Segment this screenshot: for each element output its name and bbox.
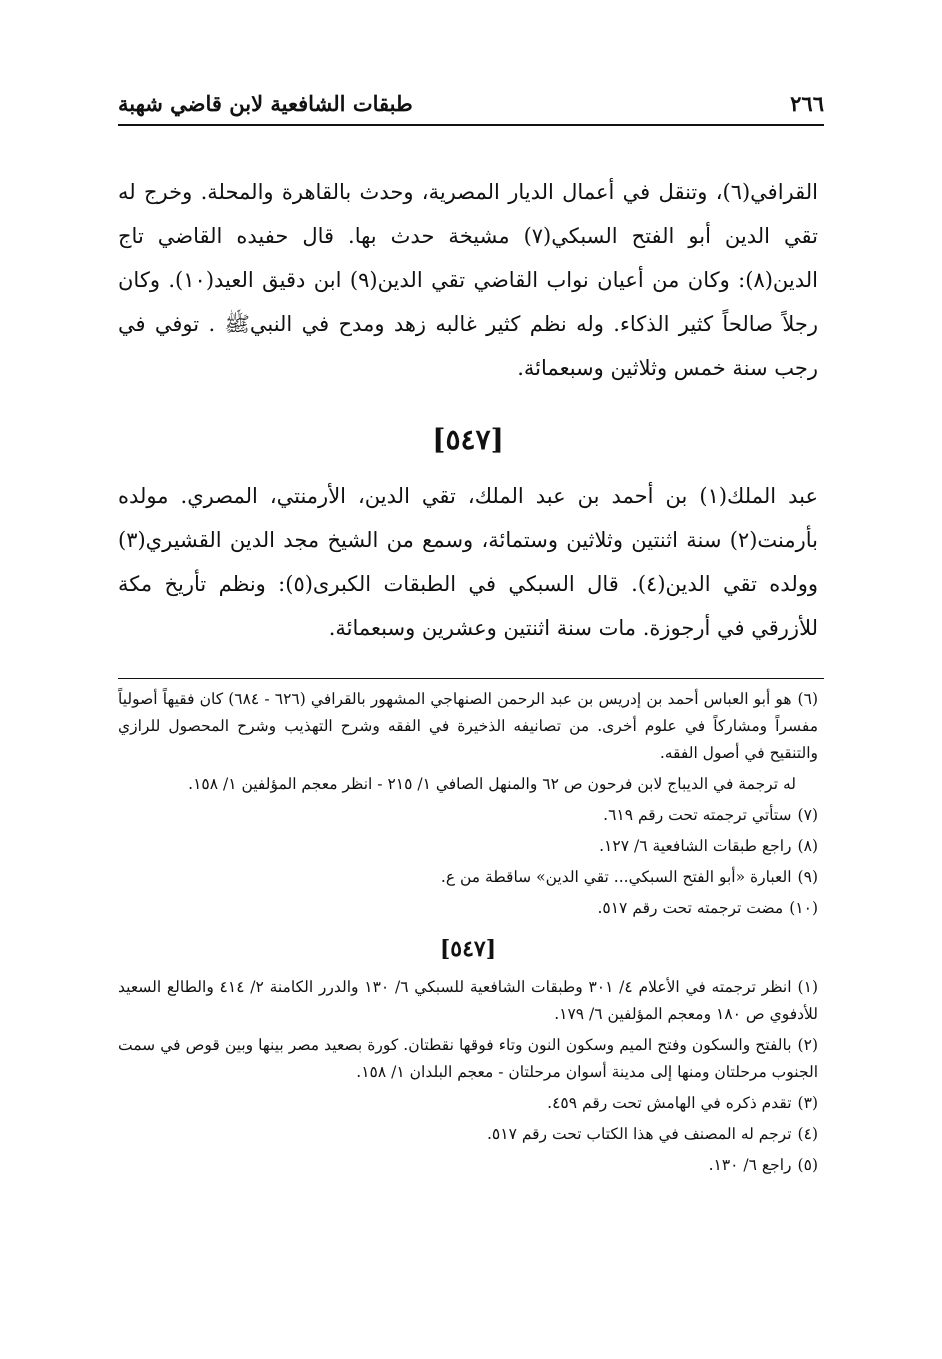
footnote	[118, 974, 818, 1028]
footnote-text: ترجم له المصنف في هذا الكتاب تحت رقم ٥١٧.	[486, 1125, 792, 1143]
continuation-paragraph: القرافي(٦)، وتنقل في أعمال الديار المصرية، وحدث بالقاهرة والمحلة. وخرج له تقي الدين أبو الفتح السبكي(٧) مشيخة حدث بها. قال حفيده القاضي تاج الدين(٨): وكان من أعيان نواب القاضي تقي الدين(٩) ابن دقيق العيد(١٠). وكان رجلاً صالحاً كثير الذكاء. وله نظم كثير غالبه زهد ومدح في النبيﷺ . توفي في رجب سنة خمس وثلاثين وسبعمائة.	[118, 180, 818, 380]
footnote-text: تقدم ذكره في الهامش تحت رقم ٤٥٩.	[547, 1094, 792, 1112]
footnote	[118, 864, 818, 891]
footnote-number: (٨)	[797, 837, 818, 855]
footnotes-entry-heading: [٥٤٧]	[439, 936, 497, 962]
footnote	[118, 802, 818, 829]
header-rule	[118, 124, 824, 126]
footnote	[118, 1152, 818, 1179]
footnote	[118, 895, 818, 922]
footnotes-group-2	[118, 974, 818, 1179]
footnote-text: انظر ترجمته في الأعلام ٤/ ٣٠١ وطبقات الشافعية للسبكي ٦/ ١٣٠ والدرر الكامنة ٢/ ٤١٤ والطالع السعيد للأدفوي ص ١٨٠ ومعجم المؤلفين ٦/ ١٧٩.	[118, 978, 818, 1023]
footnote-text: راجع طبقات الشافعية ٦/ ١٢٧.	[599, 837, 792, 855]
footnote	[118, 1090, 818, 1117]
footnotes-group-1	[118, 686, 818, 922]
footnote-number: (١٠)	[789, 899, 818, 917]
footnote-number: (٩)	[797, 868, 818, 886]
footnote	[118, 833, 818, 860]
footnote-text: له ترجمة في الديباج لابن فرحون ص ٦٢ والمنهل الصافي ١/ ٢١٥ - انظر معجم المؤلفين ١/ ١٥٨.	[188, 775, 796, 793]
footnotes	[118, 686, 818, 1183]
running-header	[118, 86, 824, 120]
footnote	[118, 1032, 818, 1086]
entry-heading: [٥٤٧]	[432, 423, 504, 456]
footnote-text: العبارة «أبو الفتح السبكي... تقي الدين» ساقطة من ع.	[440, 868, 792, 886]
footnote	[118, 1121, 818, 1148]
page-number: ٢٦٦	[790, 90, 824, 116]
footnote-number: (٦)	[797, 690, 818, 708]
entry-paragraph: عبد الملك(١) بن أحمد بن عبد الملك، تقي الدين، الأرمنتي، المصري. مولده بأرمنت(٢) سنة اثنتين وثلاثين وستمائة، وسمع من الشيخ مجد الدين القشيري(٣) وولده تقي الدين(٤). قال السبكي في الطبقات الكبرى(٥): ونظم تأريخ مكة للأزرقي في أرجوزة. مات سنة اثنتين وعشرين وسبعمائة.	[118, 484, 819, 640]
footnote-text: مضت ترجمته تحت رقم ٥١٧.	[597, 899, 784, 917]
footnote-number: (٣)	[797, 1094, 818, 1112]
footnote-number: (٤)	[797, 1125, 818, 1143]
footnote-rule	[118, 678, 824, 679]
footnote-continuation	[118, 771, 818, 798]
footnote-text: بالفتح والسكون وفتح الميم وسكون النون وتاء فوقها نقطتان. كورة بصعيد مصر بينها وبين قوص في سمت الجنوب مرحلتان ومنها إلى مدينة أسوان مرحلتان - معجم البلدان ١/ ١٥٨.	[118, 1036, 818, 1081]
footnote-text: راجع ٦/ ١٣٠.	[708, 1156, 792, 1174]
footnote-number: (٢)	[797, 1036, 818, 1054]
footnote-number: (٥)	[797, 1156, 818, 1174]
book-title: طبقات الشافعية لابن قاضي شهبة	[118, 90, 413, 116]
footnote-number: (١)	[797, 978, 818, 996]
footnote	[118, 686, 818, 767]
footnote-text: هو أبو العباس أحمد بن إدريس بن عبد الرحمن الصنهاجي المشهور بالقرافي (٦٢٦ - ٦٨٤) كان فقيهاً أصولياً مفسراً ومشاركاً في علوم أخرى. من تصانيفه الذخيرة في الفقه وشرح التهذيب وشرح المحصول للرازي والتنقيح في أصول الفقه.	[118, 690, 818, 762]
footnote-number: (٧)	[797, 806, 818, 824]
footnote-text: ستأتي ترجمته تحت رقم ٦١٩.	[603, 806, 792, 824]
main-text	[118, 170, 818, 650]
